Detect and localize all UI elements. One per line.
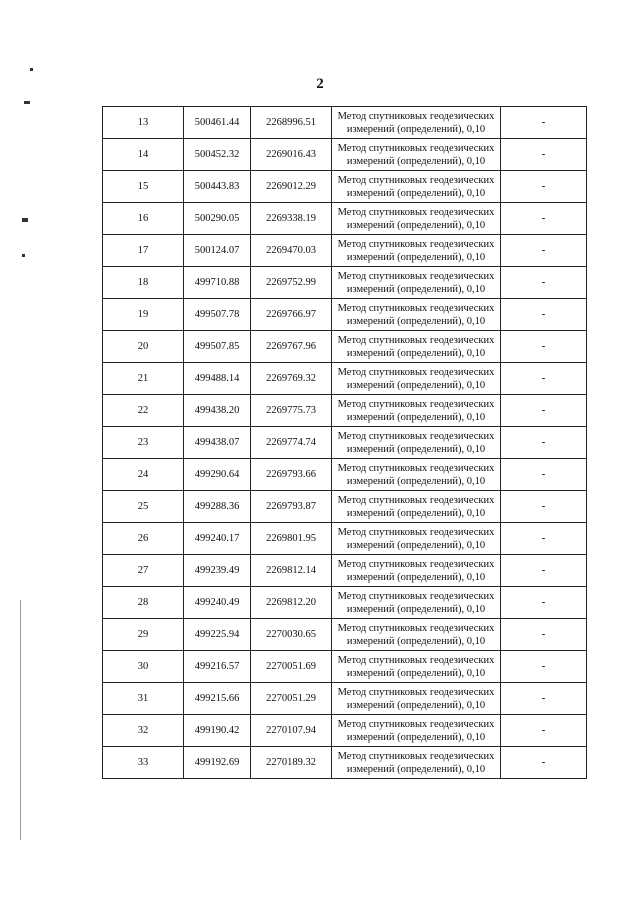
point-number-cell: 14 <box>103 139 184 171</box>
x-coordinate-cell: 499507.78 <box>184 299 251 331</box>
table-row <box>103 203 587 235</box>
method-cell <box>332 651 501 683</box>
scan-mark <box>22 218 28 222</box>
method-line-2: измерений (определений), 0,10 <box>346 475 486 487</box>
table-row <box>103 235 587 267</box>
x-coordinate-cell: 499240.49 <box>184 587 251 619</box>
method-line-2: измерений (определений), 0,10 <box>346 443 486 455</box>
y-coordinate-cell: 2269012.29 <box>251 171 332 203</box>
description-cell: - <box>501 715 587 747</box>
y-coordinate-cell: 2269767.96 <box>251 331 332 363</box>
description-cell: - <box>501 619 587 651</box>
y-coordinate-cell: 2270189.32 <box>251 747 332 779</box>
method-line-2: измерений (определений), 0,10 <box>346 219 486 231</box>
method-line-1: Метод спутниковых геодезических <box>337 750 495 762</box>
method-cell <box>332 331 501 363</box>
method-line-2: измерений (определений), 0,10 <box>346 603 486 615</box>
description-cell: - <box>501 427 587 459</box>
y-coordinate-cell: 2269470.03 <box>251 235 332 267</box>
x-coordinate-cell: 500461.44 <box>184 107 251 139</box>
method-line-1: Метод спутниковых геодезических <box>337 462 495 474</box>
point-number-cell: 18 <box>103 267 184 299</box>
table-row <box>103 523 587 555</box>
y-coordinate-cell: 2270051.29 <box>251 683 332 715</box>
y-coordinate-cell: 2269812.14 <box>251 555 332 587</box>
method-line-2: измерений (определений), 0,10 <box>346 283 486 295</box>
description-cell: - <box>501 395 587 427</box>
point-number-cell: 24 <box>103 459 184 491</box>
method-line-1: Метод спутниковых геодезических <box>337 398 495 410</box>
method-line-1: Метод спутниковых геодезических <box>337 174 495 186</box>
x-coordinate-cell: 499290.64 <box>184 459 251 491</box>
method-line-1: Метод спутниковых геодезических <box>337 366 495 378</box>
description-cell: - <box>501 587 587 619</box>
x-coordinate-cell: 499507.85 <box>184 331 251 363</box>
method-line-1: Метод спутниковых геодезических <box>337 590 495 602</box>
point-number-cell: 20 <box>103 331 184 363</box>
description-cell: - <box>501 363 587 395</box>
y-coordinate-cell: 2269812.20 <box>251 587 332 619</box>
description-cell: - <box>501 139 587 171</box>
x-coordinate-cell: 499240.17 <box>184 523 251 555</box>
point-number-cell: 27 <box>103 555 184 587</box>
description-cell: - <box>501 523 587 555</box>
point-number-cell: 33 <box>103 747 184 779</box>
x-coordinate-cell: 500124.07 <box>184 235 251 267</box>
x-coordinate-cell: 500443.83 <box>184 171 251 203</box>
method-line-2: измерений (определений), 0,10 <box>346 315 486 327</box>
y-coordinate-cell: 2269016.43 <box>251 139 332 171</box>
x-coordinate-cell: 500290.05 <box>184 203 251 235</box>
table-row <box>103 267 587 299</box>
table-row <box>103 331 587 363</box>
x-coordinate-cell: 499438.20 <box>184 395 251 427</box>
method-cell <box>332 267 501 299</box>
method-cell <box>332 555 501 587</box>
description-cell: - <box>501 235 587 267</box>
description-cell: - <box>501 747 587 779</box>
method-line-1: Метод спутниковых геодезических <box>337 526 495 538</box>
method-cell <box>332 235 501 267</box>
description-cell: - <box>501 491 587 523</box>
y-coordinate-cell: 2270107.94 <box>251 715 332 747</box>
description-cell: - <box>501 555 587 587</box>
method-line-1: Метод спутниковых геодезических <box>337 718 495 730</box>
method-line-2: измерений (определений), 0,10 <box>346 731 486 743</box>
point-number-cell: 26 <box>103 523 184 555</box>
method-cell <box>332 683 501 715</box>
y-coordinate-cell: 2270051.69 <box>251 651 332 683</box>
method-cell <box>332 459 501 491</box>
table-row <box>103 683 587 715</box>
point-number-cell: 32 <box>103 715 184 747</box>
table-row <box>103 299 587 331</box>
method-line-1: Метод спутниковых геодезических <box>337 654 495 666</box>
method-line-1: Метод спутниковых геодезических <box>337 622 495 634</box>
table-row <box>103 491 587 523</box>
point-number-cell: 31 <box>103 683 184 715</box>
x-coordinate-cell: 499488.14 <box>184 363 251 395</box>
method-cell <box>332 171 501 203</box>
method-line-2: измерений (определений), 0,10 <box>346 187 486 199</box>
method-cell <box>332 587 501 619</box>
method-line-2: измерений (определений), 0,10 <box>346 379 486 391</box>
description-cell: - <box>501 267 587 299</box>
method-cell <box>332 523 501 555</box>
point-number-cell: 23 <box>103 427 184 459</box>
method-cell <box>332 299 501 331</box>
table-row <box>103 171 587 203</box>
x-coordinate-cell: 499215.66 <box>184 683 251 715</box>
point-number-cell: 17 <box>103 235 184 267</box>
point-number-cell: 21 <box>103 363 184 395</box>
method-line-2: измерений (определений), 0,10 <box>346 411 486 423</box>
point-number-cell: 15 <box>103 171 184 203</box>
scan-mark <box>24 101 30 104</box>
method-cell <box>332 747 501 779</box>
method-line-2: измерений (определений), 0,10 <box>346 123 486 135</box>
table-row <box>103 427 587 459</box>
y-coordinate-cell: 2269338.19 <box>251 203 332 235</box>
page-number: 2 <box>316 76 324 92</box>
x-coordinate-cell: 499216.57 <box>184 651 251 683</box>
method-line-2: измерений (определений), 0,10 <box>346 763 486 775</box>
method-line-2: измерений (определений), 0,10 <box>346 571 486 583</box>
method-line-2: измерений (определений), 0,10 <box>346 507 486 519</box>
description-cell: - <box>501 203 587 235</box>
y-coordinate-cell: 2269793.66 <box>251 459 332 491</box>
y-coordinate-cell: 2269774.74 <box>251 427 332 459</box>
method-cell <box>332 363 501 395</box>
method-cell <box>332 395 501 427</box>
table-row <box>103 747 587 779</box>
y-coordinate-cell: 2269766.97 <box>251 299 332 331</box>
method-cell <box>332 203 501 235</box>
point-number-cell: 13 <box>103 107 184 139</box>
method-line-2: измерений (определений), 0,10 <box>346 155 486 167</box>
y-coordinate-cell: 2269752.99 <box>251 267 332 299</box>
point-number-cell: 16 <box>103 203 184 235</box>
y-coordinate-cell: 2269793.87 <box>251 491 332 523</box>
method-line-1: Метод спутниковых геодезических <box>337 430 495 442</box>
method-line-1: Метод спутниковых геодезических <box>337 558 495 570</box>
y-coordinate-cell: 2270030.65 <box>251 619 332 651</box>
method-line-1: Метод спутниковых геодезических <box>337 206 495 218</box>
table-row <box>103 555 587 587</box>
y-coordinate-cell: 2268996.51 <box>251 107 332 139</box>
method-cell <box>332 139 501 171</box>
x-coordinate-cell: 499239.49 <box>184 555 251 587</box>
table-row <box>103 395 587 427</box>
description-cell: - <box>501 107 587 139</box>
scan-mark <box>30 68 33 71</box>
table-row <box>103 363 587 395</box>
description-cell: - <box>501 331 587 363</box>
method-line-1: Метод спутниковых геодезических <box>337 334 495 346</box>
y-coordinate-cell: 2269775.73 <box>251 395 332 427</box>
point-number-cell: 22 <box>103 395 184 427</box>
point-number-cell: 29 <box>103 619 184 651</box>
x-coordinate-cell: 499438.07 <box>184 427 251 459</box>
method-line-2: измерений (определений), 0,10 <box>346 251 486 263</box>
x-coordinate-cell: 499288.36 <box>184 491 251 523</box>
description-cell: - <box>501 171 587 203</box>
method-line-1: Метод спутниковых геодезических <box>337 494 495 506</box>
method-cell <box>332 427 501 459</box>
table-row <box>103 587 587 619</box>
table-row <box>103 715 587 747</box>
scan-mark <box>22 254 25 257</box>
point-number-cell: 19 <box>103 299 184 331</box>
method-cell <box>332 491 501 523</box>
coordinates-table <box>102 106 587 779</box>
description-cell: - <box>501 299 587 331</box>
method-cell <box>332 715 501 747</box>
method-line-1: Метод спутниковых геодезических <box>337 142 495 154</box>
y-coordinate-cell: 2269801.95 <box>251 523 332 555</box>
x-coordinate-cell: 500452.32 <box>184 139 251 171</box>
method-line-2: измерений (определений), 0,10 <box>346 347 486 359</box>
method-line-1: Метод спутниковых геодезических <box>337 686 495 698</box>
point-number-cell: 28 <box>103 587 184 619</box>
method-line-2: измерений (определений), 0,10 <box>346 539 486 551</box>
table-row <box>103 459 587 491</box>
method-line-2: измерений (определений), 0,10 <box>346 635 486 647</box>
table-row <box>103 651 587 683</box>
method-line-1: Метод спутниковых геодезических <box>337 302 495 314</box>
table-row <box>103 619 587 651</box>
description-cell: - <box>501 683 587 715</box>
x-coordinate-cell: 499190.42 <box>184 715 251 747</box>
x-coordinate-cell: 499192.69 <box>184 747 251 779</box>
method-line-2: измерений (определений), 0,10 <box>346 699 486 711</box>
table-row <box>103 107 587 139</box>
point-number-cell: 30 <box>103 651 184 683</box>
description-cell: - <box>501 651 587 683</box>
table-row <box>103 139 587 171</box>
method-line-1: Метод спутниковых геодезических <box>337 270 495 282</box>
method-line-1: Метод спутниковых геодезических <box>337 110 495 122</box>
method-cell <box>332 619 501 651</box>
method-line-2: измерений (определений), 0,10 <box>346 667 486 679</box>
method-line-1: Метод спутниковых геодезических <box>337 238 495 250</box>
method-cell <box>332 107 501 139</box>
x-coordinate-cell: 499225.94 <box>184 619 251 651</box>
description-cell: - <box>501 459 587 491</box>
point-number-cell: 25 <box>103 491 184 523</box>
y-coordinate-cell: 2269769.32 <box>251 363 332 395</box>
x-coordinate-cell: 499710.88 <box>184 267 251 299</box>
scan-edge-line <box>20 600 21 840</box>
